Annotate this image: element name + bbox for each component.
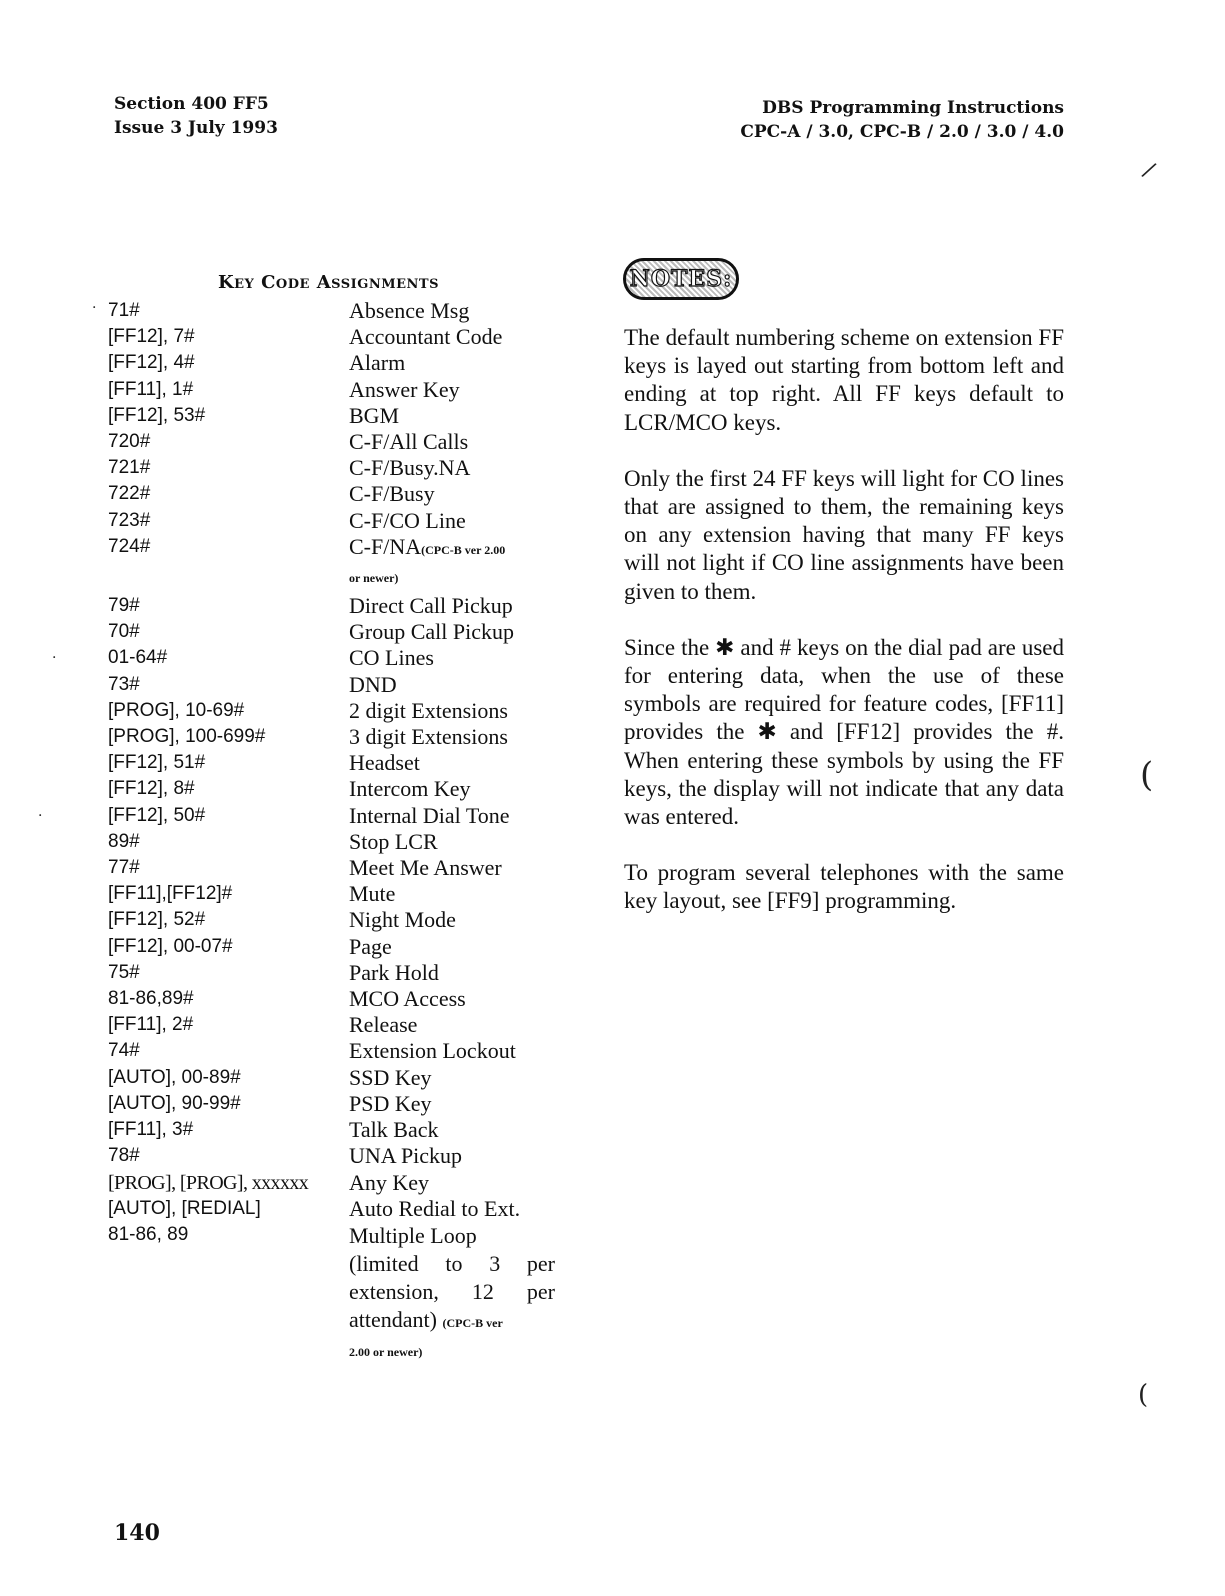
version-label: CPC-A / 3.0, CPC-B / 2.0 / 3.0 / 4.0 (740, 122, 1064, 142)
key-code: [AUTO], 00-89# (108, 1066, 241, 1088)
key-code: [FF12], 50# (108, 804, 206, 826)
key-code: 73# (108, 673, 140, 695)
key-function-label: C-F/NA (349, 533, 422, 559)
version-note: (CPC-B ver 2.00 (421, 542, 506, 557)
key-function: Auto Redial to Ext. (349, 1195, 521, 1221)
key-code: [PROG], 100-699# (108, 726, 266, 748)
table-row (108, 1196, 578, 1222)
key-function: Intercom Key (349, 776, 471, 802)
key-function-wrap-3-line (349, 1306, 578, 1337)
table-row (108, 377, 578, 403)
key-code: 721# (108, 457, 151, 479)
key-function: Talk Back (349, 1117, 439, 1143)
table-row (108, 750, 578, 776)
table-row (108, 724, 578, 750)
key-function: UNA Pickup (349, 1143, 463, 1169)
notes-badge (623, 258, 739, 300)
key-function-wrap-3: attendant) (349, 1306, 437, 1332)
table-row (108, 324, 578, 350)
key-code: 81-86,89# (108, 988, 194, 1010)
key-function: Meet Me Answer (349, 855, 502, 881)
table-row (108, 481, 578, 507)
key-function: CO Lines (349, 645, 434, 671)
header-left (114, 92, 278, 140)
key-function: Stop LCR (349, 828, 438, 854)
key-function: Night Mode (349, 907, 456, 933)
key-code: 720# (108, 431, 151, 453)
key-function: DND (349, 671, 397, 697)
key-code: [FF11], 2# (108, 1014, 194, 1036)
table-row (108, 672, 578, 698)
table-row (108, 1038, 578, 1064)
key-code: 01-64# (108, 647, 168, 669)
key-code: [FF11],[FF12]# (108, 883, 233, 905)
key-function: Mute (349, 881, 396, 907)
table-row (108, 1117, 578, 1143)
key-code: [FF12], 52# (108, 909, 206, 931)
notes-paragraph: Only the first 24 FF keys will light for CO lines that are assigned to them, the remaining keys on any extension having that many FF keys will not light if CO line assignments have been given to them. (624, 465, 1064, 604)
key-function: Alarm (349, 350, 406, 376)
key-function: SSD Key (349, 1064, 432, 1090)
notes-paragraph: To program several telephones with the same key layout, see [FF9] programming. (624, 860, 1064, 914)
key-function: C-F/Busy (349, 481, 435, 507)
table-row (108, 803, 578, 829)
table-row (108, 1170, 578, 1196)
key-code: [PROG], [PROG], xxxxxx (108, 1171, 309, 1194)
table-row (108, 593, 578, 619)
table-row (108, 986, 578, 1012)
key-function: Accountant Code (349, 324, 503, 350)
key-code: 723# (108, 509, 151, 531)
table-row (108, 1012, 578, 1038)
table-row (108, 1091, 578, 1117)
key-code: 78# (108, 1145, 140, 1167)
key-code: [AUTO], [REDIAL] (108, 1197, 261, 1219)
key-code: 71# (108, 300, 140, 321)
table-row (108, 829, 578, 855)
key-function (349, 534, 578, 593)
key-function: Answer Key (349, 376, 460, 402)
table-row (108, 534, 578, 593)
table-row (108, 907, 578, 933)
table-row (108, 698, 578, 724)
key-function: BGM (349, 402, 400, 428)
table-row (108, 934, 578, 960)
header-right (740, 96, 1064, 144)
table-row (108, 455, 578, 481)
key-function-wrap-1: (limited to 3 per (349, 1250, 555, 1276)
key-function-wrap-2: extension, 12 per (349, 1278, 555, 1304)
table-row (108, 960, 578, 986)
key-code: [FF12], 7# (108, 326, 195, 348)
issue-label: Issue 3 July 1993 (114, 118, 278, 138)
key-code: [FF11], 1# (108, 378, 194, 400)
key-function: MCO Access (349, 986, 466, 1012)
key-function: Page (349, 933, 392, 959)
scan-mark: · (52, 650, 57, 666)
page-number: 140 (114, 1520, 160, 1546)
table-row (108, 429, 578, 455)
table-row (108, 1065, 578, 1091)
key-function: C-F/Busy.NA (349, 455, 471, 481)
scan-mark: · (92, 300, 97, 316)
table-row (108, 881, 578, 907)
table-row (108, 619, 578, 645)
key-code: [AUTO], 90-99# (108, 1092, 241, 1114)
table-row (108, 1143, 578, 1169)
key-function: PSD Key (349, 1090, 432, 1116)
notes-body (624, 324, 1064, 944)
scan-mark: ( (1138, 1380, 1149, 1410)
key-code: [FF12], 53# (108, 404, 206, 426)
section-label: Section 400 FF5 (114, 94, 269, 114)
document-title: DBS Programming Instructions (762, 98, 1064, 118)
table-row (108, 645, 578, 671)
key-code: 722# (108, 483, 151, 505)
key-code: [FF11], 3# (108, 1119, 194, 1141)
key-code-assignments-table (108, 298, 578, 1367)
scan-mark: / (1139, 157, 1159, 184)
key-code: [FF12], 51# (108, 752, 206, 774)
table-row (108, 350, 578, 376)
key-function (349, 1222, 578, 1367)
key-function: C-F/CO Line (349, 507, 466, 533)
key-code-assignments-title: Key Code Assignments (218, 272, 439, 293)
key-function: Any Key (349, 1169, 430, 1195)
key-function: 3 digit Extensions (349, 724, 508, 750)
key-code: 724# (108, 535, 151, 557)
key-function: Direct Call Pickup (349, 593, 513, 619)
notes-badge-label: NOTES: (629, 266, 733, 292)
key-code: 89# (108, 830, 140, 852)
notes-paragraph: Since the ✱ and # keys on the dial pad are used for entering data, when the use of these symbols are required for feature codes, [FF11] provides the ✱ and [FF12] provides the #. When entering these symbols by using the FF keys, the display will not indicate that any data was entered. (624, 634, 1064, 830)
key-code: [FF12], 00-07# (108, 935, 233, 957)
key-function: Release (349, 1012, 418, 1038)
key-code: 77# (108, 857, 140, 879)
key-code: [PROG], 10-69# (108, 699, 245, 721)
scan-mark: ( (1140, 755, 1154, 795)
key-function: C-F/All Calls (349, 429, 469, 455)
table-row (108, 776, 578, 802)
key-code: [FF12], 4# (108, 352, 195, 374)
version-note-cont: 2.00 or newer) (349, 1344, 423, 1359)
key-function: Absence Msg (349, 298, 470, 323)
table-row (108, 855, 578, 881)
key-code: 70# (108, 621, 140, 643)
key-code: 79# (108, 595, 140, 617)
key-code: 75# (108, 961, 140, 983)
version-note-cont: or newer) (349, 571, 399, 586)
key-function: 2 digit Extensions (349, 697, 508, 723)
key-function: Internal Dial Tone (349, 802, 510, 828)
key-code: [FF12], 8# (108, 778, 195, 800)
key-code: 81-86, 89 (108, 1223, 189, 1245)
key-function-label: Multiple Loop (349, 1222, 477, 1248)
table-row (108, 508, 578, 534)
key-function: Headset (349, 750, 420, 776)
notes-paragraph: The default numbering scheme on extension FF keys is layed out starting from bottom left and ending at top right. All FF keys default to LCR/MCO keys. (624, 325, 1064, 435)
table-row (108, 298, 578, 324)
key-function: Group Call Pickup (349, 619, 514, 645)
table-row (108, 403, 578, 429)
key-code: 74# (108, 1040, 140, 1062)
version-note: (CPC-B ver (442, 1315, 503, 1330)
key-function: Park Hold (349, 959, 439, 985)
key-function: Extension Lockout (349, 1038, 516, 1064)
table-row (108, 1222, 578, 1367)
scan-mark: · (38, 808, 43, 824)
